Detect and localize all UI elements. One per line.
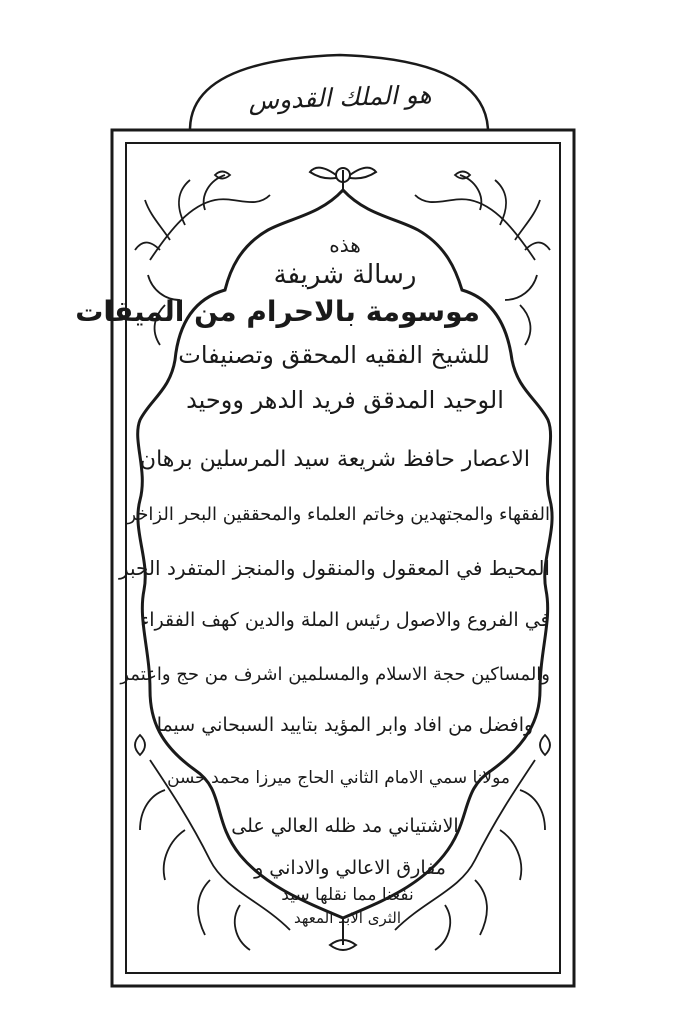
- text-line-6: الاعصار حافظ شريعة سيد المرسلين برهان: [139, 447, 530, 472]
- text-line-4: للشيخ الفقيه المحقق وتصنيفات: [178, 341, 490, 369]
- text-line-3: موسومة بالاحرام من الميقات: [75, 295, 480, 328]
- text-line-12: مولانا سمي الامام الثاني الحاج ميرزا محمد حسن: [167, 768, 510, 788]
- top-finial: [310, 168, 376, 190]
- text-line-16: الثرى الابد المعهد: [293, 909, 402, 927]
- crown-heading: هو الملك القدوس: [247, 79, 433, 116]
- text-line-8: المحيط في المعقول والمنقول والمنجز المتفرد الحبر: [118, 556, 550, 580]
- text-line-1: هذه: [329, 233, 361, 257]
- text-line-15: نفعنا مما نقلها سيد: [281, 885, 414, 905]
- text-line-14: مفارق الاعالي والاداني و: [254, 857, 446, 879]
- text-line-7: الفقهاء والمجتهدين وخاتم العلماء والمحققين البحر الزاخر: [127, 504, 550, 525]
- text-line-10: والمساكين حجة الاسلام والمسلمين اشرف من حج واعتمر: [120, 664, 550, 685]
- text-line-5: الوحيد المدقق فريد الدهر ووحيد: [186, 386, 504, 414]
- text-line-9: في الفروع والاصول رئيس الملة والدين كهف الفقراء: [140, 609, 550, 631]
- text-line-11: وافضل من افاد وابر المؤيد بتاييد السبحاني سيما: [156, 714, 534, 736]
- text-line-2: رسالة شريفة: [273, 260, 417, 290]
- text-line-13: الاشتياني مد ظله العالي على: [231, 815, 459, 837]
